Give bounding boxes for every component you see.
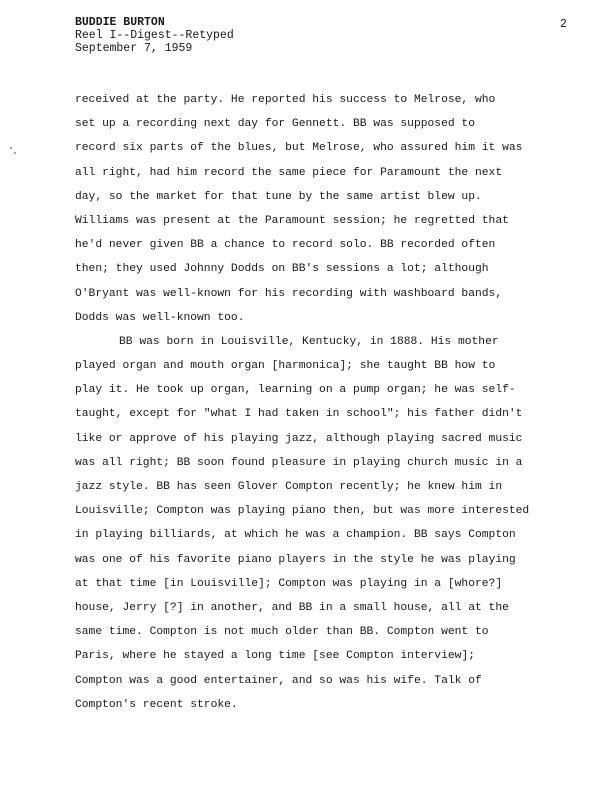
text-line: Louisville; Compton was playing piano then, but was more interested [75, 505, 530, 518]
text-line: set up a recording next day for Gennett. BB was supposed to [75, 118, 475, 131]
text-line: Williams was present at the Paramount session; he regretted that [75, 214, 509, 227]
text-line: all right, had him record the same piece for Paramount the next [75, 166, 503, 179]
text-line: then; they used Johnny Dodds on BB's sessions a lot; although [75, 263, 489, 276]
text-line: Compton's recent stroke. [75, 698, 238, 711]
paragraph-start-line: BB was born in Louisville, Kentucky, in 1888. His mother [119, 335, 499, 348]
text-line: play it. He took up organ, learning on a pump organ; he was self- [75, 384, 516, 397]
text-line: jazz style. BB has seen Glover Compton recently; he knew him in [75, 481, 503, 493]
text-line: day, so the market for that tune by the same artist blew up. [75, 190, 482, 203]
text-line: taught, except for "what I had taken in school"; his father didn't [75, 408, 523, 421]
text-line: in playing billiards, at which he was a champion. BB says Compton [75, 529, 516, 542]
body-text [75, 88, 555, 717]
header-title: BUDDIE BURTON [75, 16, 165, 29]
scan-speck [10, 147, 12, 149]
text-line: was all right; BB soon found pleasure in playing church music in a [75, 456, 523, 469]
text-line: like or approve of his playing jazz, although playing sacred music [75, 432, 523, 445]
document-header [75, 16, 234, 55]
text-line: house, Jerry [?] in another, and BB in a small house, all at the [75, 601, 509, 614]
text-line: at that time [in Louisville]; Compton was playing in a [whore?] [75, 577, 503, 590]
header-date: September 7, 1959 [75, 42, 193, 55]
header-reel: Reel I--Digest--Retyped [75, 29, 234, 42]
text-line: record six parts of the blues, but Melrose, who assured him it was [75, 142, 523, 155]
page-number: 2 [560, 18, 567, 31]
scan-speck [14, 152, 16, 154]
text-line: received at the party. He reported his success to Melrose, who [75, 94, 496, 106]
text-line: O'Bryant was well-known for his recording with washboard bands, [75, 287, 503, 300]
text-line: Dodds was well-known too. [75, 311, 245, 324]
text-line: Compton was a good entertainer, and so was his wife. Talk of [75, 674, 482, 687]
text-line: was one of his favorite piano players in the style he was playing [75, 553, 516, 566]
text-line: he'd never given BB a chance to record solo. BB recorded often [75, 239, 496, 252]
text-line: played organ and mouth organ [harmonica]; she taught BB how to [75, 360, 496, 373]
text-line: same time. Compton is not much older than BB. Compton went to [75, 626, 489, 639]
text-line: Paris, where he stayed a long time [see Compton interview]; [75, 650, 475, 663]
